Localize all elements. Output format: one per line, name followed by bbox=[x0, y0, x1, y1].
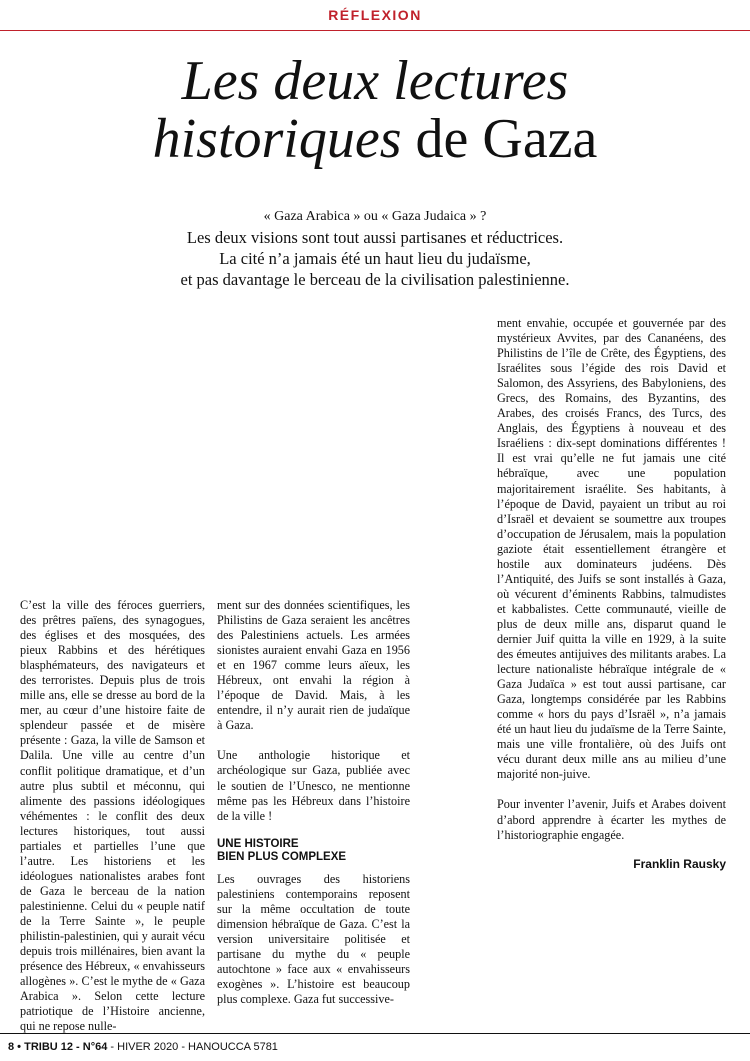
publication-name: TRIBU 12 - N°64 bbox=[24, 1041, 108, 1053]
page-footer bbox=[8, 1041, 278, 1053]
footer-divider bbox=[0, 1033, 750, 1034]
author-signature: Franklin Rausky bbox=[633, 856, 726, 871]
section-subheading bbox=[217, 838, 410, 864]
body-column-3 bbox=[497, 316, 726, 872]
footer-bullet: • bbox=[14, 1041, 25, 1053]
section-rubric: RÉFLEXION bbox=[328, 7, 422, 23]
headline-line-2 bbox=[0, 110, 750, 168]
body-paragraph: C’est la ville des féroces guerriers, des prêtres païens, des synagogues, des églises et des mosquées, des pieux Rabbins et des hérétiques blasphémateurs, des navigateurs et des terroristes. Depuis plus de trois mille ans, elle se dresse au bord de la mer, au cœur d’une histoire faite de splendeur passée et de misère présente : Gaza, la ville de Samson et Dalila. Une ville au centre d’un conflit politique dramatique, et d’un autre plus subtil et méconnu, qui alimente des passions idéologiques véhémentes : le conflit des deux lectures historiques, tout aussi partiales et partielles l’une que l’autre. Les historiens et les idéologues nationalistes arabes font de Gaza le berceau de la nation palestinienne. Celui du « peuple natif de la Terre Sainte », le peuple philistin-palestinien, qui y aurait vécu depuis trois millénaires, bien avant la présence des Hébreux, « envahisseurs allogènes ». C’est le mythe de « Gaza Arabica ». Selon cette lecture patriotique de l’Histoire ancienne, qui ne repose nulle- bbox=[20, 598, 205, 1034]
standfirst-line-1: « Gaza Arabica » ou « Gaza Judaica » ? bbox=[263, 209, 487, 224]
body-column-2 bbox=[217, 598, 410, 1007]
body-paragraph: ment sur des données scientifiques, les Philistins de Gaza seraient les ancêtres des Palestiniens actuels. Les armées sionistes auraient envahi Gaza en 1956 et en 1967 comme leurs aïeux, les Hébreux, ont envahi la région à l’époque de David. Mais, à les entendre, il n’y aurait rien de judaïque à Gaza. bbox=[217, 598, 410, 733]
issue-info: - HIVER 2020 - HANOUCCA 5781 bbox=[107, 1041, 278, 1053]
headline-line-2-italic: historiques bbox=[152, 108, 402, 170]
headline-line-1: Les deux lectures bbox=[181, 50, 569, 112]
rubric-divider bbox=[0, 30, 750, 31]
subheading-line-2: BIEN PLUS COMPLEXE bbox=[217, 850, 347, 863]
body-paragraph: Pour inventer l’avenir, Juifs et Arabes doivent d’abord apprendre à écarter les mythes de l’historiographie engagée. bbox=[497, 797, 726, 842]
subheading-line-1: UNE HISTOIRE bbox=[217, 837, 299, 850]
headline-line-2-rest: de Gaza bbox=[401, 108, 598, 170]
body-column-1 bbox=[20, 598, 205, 1034]
standfirst-line-3: La cité n’a jamais été un haut lieu du judaïsme, bbox=[219, 249, 531, 268]
article-headline bbox=[0, 52, 750, 168]
page-number: 8 bbox=[8, 1041, 15, 1053]
article-standfirst bbox=[0, 206, 750, 290]
standfirst-line-4: et pas davantage le berceau de la civilisation palestinienne. bbox=[180, 270, 570, 289]
standfirst-line-2: Les deux visions sont tout aussi partisanes et réductrices. bbox=[186, 228, 564, 247]
body-paragraph: Les ouvrages des historiens palestiniens contemporains reposent sur la même occultation de toute dimension hébraïque de Gaza. C’est la version universitaire politisée et partisane du mythe du « peuple autochtone » face aux « envahisseurs exogènes ». L’histoire est beaucoup plus complexe. Gaza fut successive- bbox=[217, 871, 410, 1007]
body-paragraph: ment envahie, occupée et gouvernée par des mystérieux Avvites, par des Cananéens, des Philistins de l’île de Crête, des Égyptiens, des Israélites sous l’égide des rois David et Salomon, des Assyriens, des Babyloniens, des Grecs, des Romains, des Byzantins, des Arabes, des croisés Francs, des Turcs, des Anglais, des Égyptiens à nouveau et des Israéliens : dix-sept dominations différentes ! Il est vrai qu’elle ne fut jamais une cité hébraïque, avec une population majoritairement israélite. Ses habitants, à l’époque de David, payaient un tribut au roi d’Israël et devaient se soumettre aux troupes d’occupation de Jérusalem, mais la population gaziote était essentiellement étrangère et hostile aux dominateurs judéens. Dès l’Antiquité, des Juifs se sont installés à Gaza, où vécurent d’éminents Rabbins, talmudistes et kabbalistes. Cette communauté, vieille de plus de deux mille ans, disparut quand le dernier Juif quitta la ville en 1929, à la suite des émeutes antijuives des militants arabes. La lecture nationaliste hébraïque intégrale de « Gaza Judaïca » est tout aussi partisane, car Gaza, longtemps considérée par les Rabbins comme « hors du pays d’Israël », n’a jamais été un haut lieu du judaïsme de la Terre Sainte, mais une ville frontalière, où des Juifs ont vécu durant deux mille ans au milieu d’une majorité non-juive. bbox=[497, 316, 726, 782]
body-paragraph: Une anthologie historique et archéologique sur Gaza, publiée avec le soutien de l’Unesco, ne mentionne même pas les Hébreux dans l’histoire de la ville ! bbox=[217, 748, 410, 823]
